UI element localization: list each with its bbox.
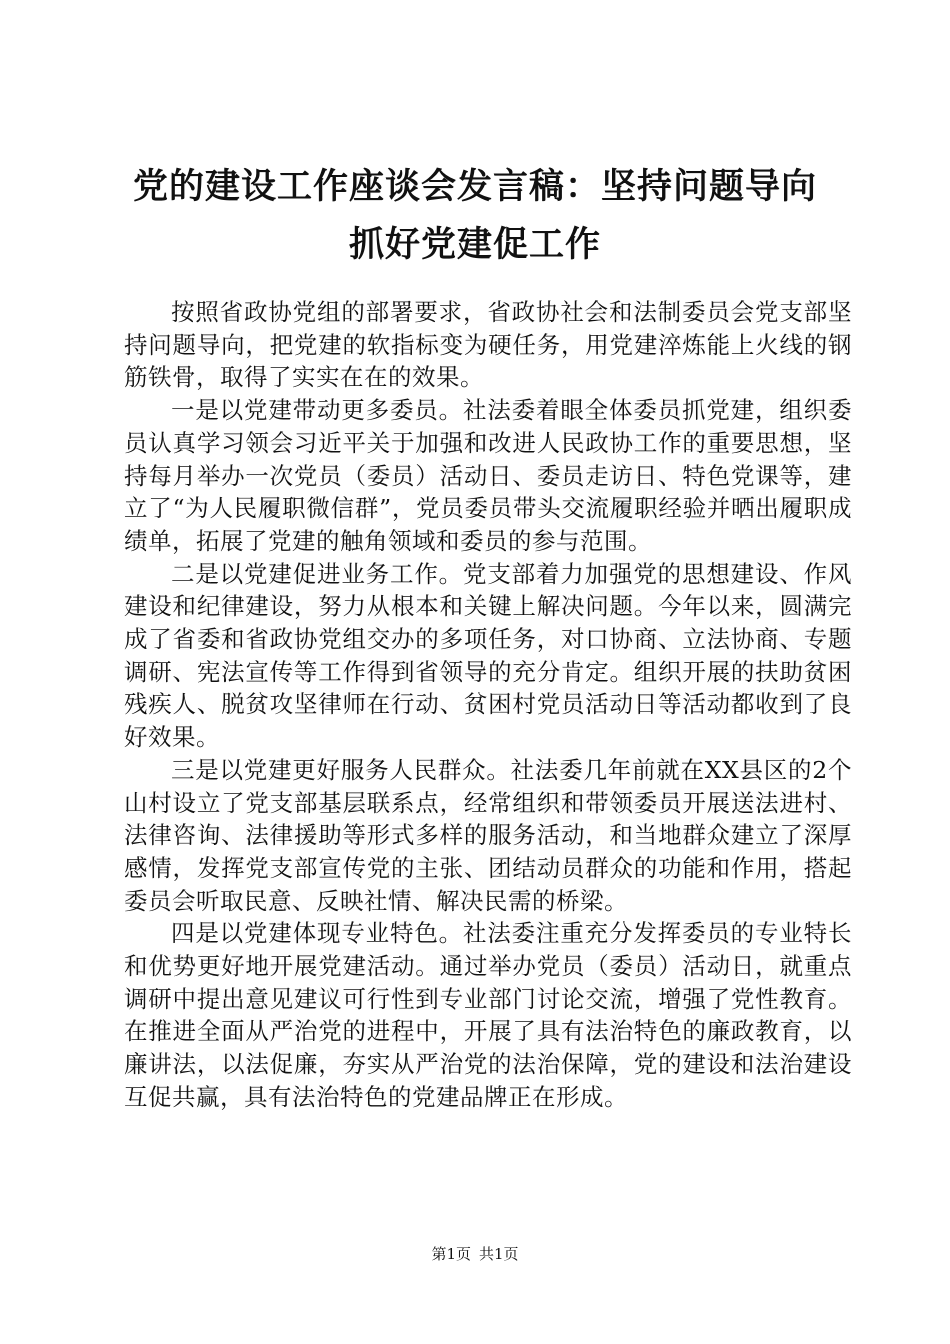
page-number-total: 共1页 bbox=[479, 1245, 519, 1263]
paragraph-four: 四是以党建体现专业特色。社法委注重充分发挥委员的专业特长和优势更好地开展党建活动。通过举办党员（委员）活动日，就重点调研中提出意见建议可行性到专业部门讨论交流，增强了党性教育。在推进全面从严治党的进程中，开展了具有法治特色的廉政教育，以廉讲法，以法促廉，夯实从严治党的法治保障，党的建设和法治建设互促共赢，具有法治特色的党建品牌正在形成。 bbox=[124, 919, 852, 1111]
page-number-current: 第1页 bbox=[431, 1245, 471, 1263]
document-body bbox=[124, 296, 852, 1114]
page-footer bbox=[0, 1244, 950, 1264]
paragraph-three: 三是以党建更好服务人民群众。社法委几年前就在XX县区的2个山村设立了党支部基层联系点，经常组织和带领委员开展送法进村、法律咨询、法律援助等形式多样的服务活动，和当地群众建立了深厚感情，发挥党支部宣传党的主张、团结动员群众的功能和作用，搭起委员会听取民意、反映社情、解决民需的桥梁。 bbox=[124, 755, 852, 915]
paragraph-two: 二是以党建促进业务工作。党支部着力加强党的思想建设、作风建设和纪律建设，努力从根本和关键上解决问题。今年以来，圆满完成了省委和省政协党组交办的多项任务，对口协商、立法协商、专题调研、宪法宣传等工作得到省领导的充分肯定。组织开展的扶助贫困残疾人、脱贫攻坚律师在行动、贫困村党员活动日等活动都收到了良好效果。 bbox=[124, 559, 852, 752]
document-title: 党的建设工作座谈会发言稿：坚持问题导向抓好党建促工作 bbox=[132, 167, 817, 265]
paragraph-intro: 按照省政协党组的部署要求，省政协社会和法制委员会党支部坚持问题导向，把党建的软指标变为硬任务，用党建淬炼能上火线的钢筋铁骨，取得了实实在在的效果。 bbox=[124, 298, 852, 392]
paragraph-one: 一是以党建带动更多委员。社法委着眼全体委员抓党建，组织委员认真学习领会习近平关于加强和改进人民政协工作的重要思想，坚持每月举办一次党员（委员）活动日、委员走访日、特色党课等，建立了“为人民履职微信群”，党员委员带头交流履职经验并晒出履职成绩单，拓展了党建的触角领域和委员的参与范围。 bbox=[124, 396, 852, 555]
